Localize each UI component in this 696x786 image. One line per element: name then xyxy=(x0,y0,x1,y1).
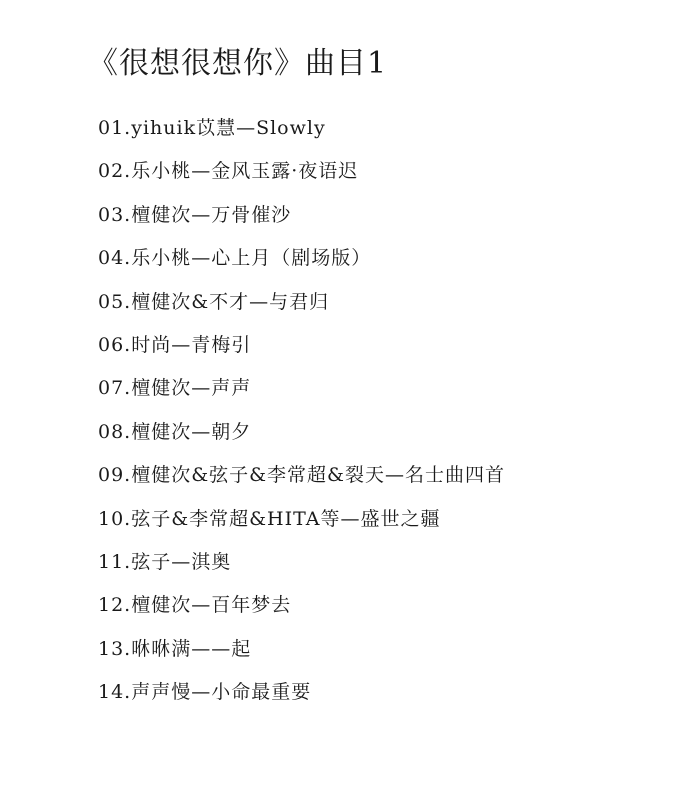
track-item: 07.檀健次—声声 xyxy=(98,377,252,400)
track-item: 02.乐小桃—金风玉露·夜语迟 xyxy=(98,160,359,183)
track-item: 11.弦子—淇奥 xyxy=(98,550,232,573)
track-item: 14.声声慢—小命最重要 xyxy=(98,681,312,704)
track-item: 10.弦子&李常超&HITA等—盛世之疆 xyxy=(98,507,441,530)
track-list xyxy=(98,108,505,715)
document-title: 《很想很想你》曲目1 xyxy=(88,46,388,81)
track-item: 12.檀健次—百年梦去 xyxy=(98,594,292,617)
track-item: 01.yihuik苡慧—Slowly xyxy=(98,117,326,139)
track-item: 03.檀健次—万骨催沙 xyxy=(98,203,292,226)
track-item: 13.咻咻满——起 xyxy=(98,637,252,660)
track-item: 09.檀健次&弦子&李常超&裂天—名士曲四首 xyxy=(98,464,505,487)
track-item: 06.时尚—青梅引 xyxy=(98,333,252,356)
track-item: 05.檀健次&不才—与君归 xyxy=(98,290,330,313)
track-item: 04.乐小桃—心上月（剧场版） xyxy=(98,247,372,270)
track-item: 08.檀健次—朝夕 xyxy=(98,420,252,443)
